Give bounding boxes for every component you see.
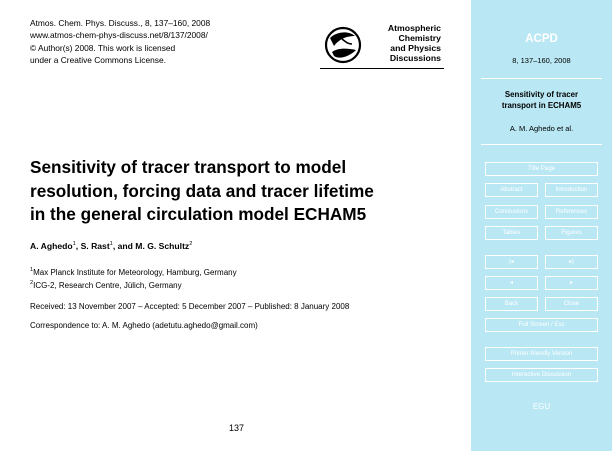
divider (481, 78, 602, 79)
tables-button[interactable]: Tables (485, 226, 538, 240)
logo-text: Atmospheric Chemistry and Physics Discussions (387, 23, 441, 63)
correspondence: Correspondence to: A. M. Aghedo (adetutu.aghedo@gmail.com) (30, 321, 258, 330)
globe-logo-icon (322, 24, 364, 66)
divider (481, 144, 602, 145)
back-button[interactable]: Back (485, 297, 538, 311)
interactive-discussion-button[interactable]: Interactive Discussion (485, 368, 598, 382)
title-page-button[interactable]: Title Page (485, 162, 598, 176)
first-page-button[interactable]: |◂ (485, 255, 538, 269)
url-line[interactable]: www.atmos-chem-phys-discuss.net/8/137/2008/ (30, 30, 208, 41)
references-button[interactable]: References (545, 205, 598, 219)
paper-title: Sensitivity of tracer transport to model resolution, forcing data and tracer lifetime in the general circulation model ECHAM5 (30, 157, 374, 224)
affiliation: $^1$Max Planck Institute for Meteorology, Hamburg, Germany (30, 267, 237, 277)
citation-block (30, 17, 210, 66)
journal-logo (320, 16, 444, 72)
navigation-sidebar (471, 0, 612, 451)
citation-line: Atmos. Chem. Phys. Discuss., 8, 137–160, 2008 (30, 18, 211, 28)
license-line: under a Creative Commons License. (30, 54, 166, 65)
page-number: 137 (229, 423, 245, 433)
last-page-button[interactable]: ▸| (545, 255, 598, 269)
volume-info: 8, 137–160, 2008 (512, 56, 571, 65)
affiliation: $^2$ICG-2, Research Centre, Jülich, Germany (30, 280, 182, 290)
journal-abbrev: ACPD (525, 33, 558, 45)
egu-label: EGU (532, 402, 551, 411)
printer-friendly-button[interactable]: Printer-friendly Version (485, 347, 598, 361)
copyright-line: © Author(s) 2008. This work is licensed (30, 42, 176, 53)
next-button[interactable]: ▸ (545, 276, 598, 290)
author-name: M. G. Schultz (135, 241, 190, 251)
introduction-button[interactable]: Introduction (545, 183, 598, 197)
author-name: S. Rast (80, 241, 110, 251)
logo-rule (320, 68, 444, 69)
author-name: A. Aghedo (30, 241, 73, 251)
abstract-button[interactable]: Abstract (485, 183, 538, 197)
sidebar-authors: A. M. Aghedo et al. (509, 124, 574, 133)
close-button[interactable]: Close (545, 297, 598, 311)
previous-button[interactable]: ◂ (485, 276, 538, 290)
author-list: A. Aghedo$^1$, S. Rast$^1$, and M. G. Schultz$^2$ (30, 241, 193, 251)
figures-button[interactable]: Figures (545, 226, 598, 240)
fullscreen-button[interactable]: Full Screen / Esc (485, 318, 598, 332)
received-dates: Received: 13 November 2007 – Accepted: 5 December 2007 – Published: 8 January 2008 (30, 302, 350, 311)
conclusions-button[interactable]: Conclusions (485, 205, 538, 219)
sidebar-title: Sensitivity of tracer transport in ECHAM5 (501, 90, 582, 110)
